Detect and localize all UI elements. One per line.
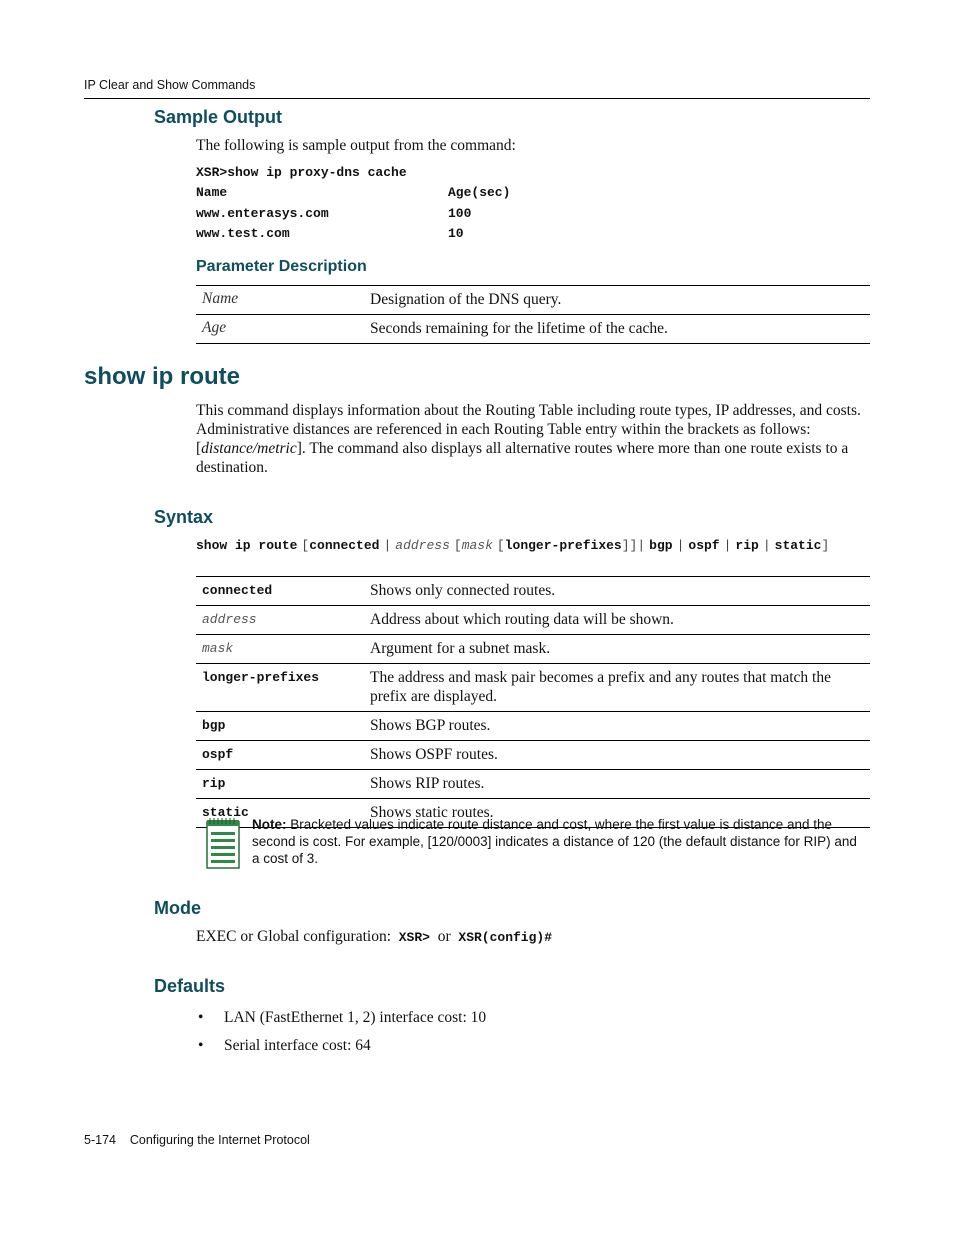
syntax-term [196, 770, 364, 799]
syntax-cmd: show ip route [196, 538, 298, 553]
syntax-desc: Shows only connected routes. [364, 577, 870, 606]
note-body: Bracketed values indicate route distance and cost, where the first value is distance and the second is cost. For example, [120/0003] indicates a distance of 120 (the default distance for RIP) and a cost of 3. [252, 817, 857, 866]
pipe: | [383, 538, 392, 553]
param-term [196, 286, 364, 315]
defaults-heading: Defaults [154, 976, 226, 996]
output-row-name: www.enterasys.com [196, 206, 329, 221]
syntax-term [196, 577, 364, 606]
table-row [196, 712, 870, 741]
syntax-line [196, 536, 870, 554]
syntax-connected: connected [309, 538, 380, 553]
bracket: [ [301, 538, 310, 553]
bracket: [ [496, 538, 505, 553]
sample-output-heading: Sample Output [154, 107, 283, 127]
syntax-desc: Shows RIP routes. [364, 770, 870, 799]
mode-prompt-exec: XSR> [398, 930, 430, 945]
pipe: | [762, 538, 771, 553]
bracket: ] [821, 538, 830, 553]
syntax-address: address [395, 538, 450, 553]
desc-part2: ]. The command also displays all alternative routes where more than one route exists to a destination. [196, 440, 849, 476]
syntax-static: static [774, 538, 822, 553]
mode-prompt-config: XSR(config)# [458, 930, 553, 945]
param-term [196, 315, 364, 344]
syntax-desc: Shows OSPF routes. [364, 741, 870, 770]
notepad-icon [204, 816, 242, 870]
syntax-term [196, 741, 364, 770]
syntax-table [196, 576, 870, 828]
syntax-heading: Syntax [154, 507, 214, 527]
bullet: • [198, 1009, 204, 1026]
syntax-term-text: bgp [202, 718, 226, 733]
command-title: show ip route [84, 363, 240, 390]
note-text [252, 816, 864, 867]
mode-text: EXEC or Global configuration: [196, 928, 391, 945]
table-row [196, 741, 870, 770]
table-row [196, 577, 870, 606]
param-desc: Seconds remaining for the lifetime of the cache. [364, 315, 870, 344]
sample-output-intro: The following is sample output from the command: [196, 137, 516, 154]
command-description [196, 401, 870, 477]
syntax-ospf: ospf [688, 538, 720, 553]
desc-part1: This command displays information about the Routing Table including route types, IP addresses, and costs. Administrative distances are referenced in each Routing Table entry within the brackets as follows: [ [196, 402, 861, 457]
pipe: | [723, 538, 732, 553]
syntax-term-text: ospf [202, 747, 234, 762]
parameter-description-heading: Parameter Description [196, 258, 367, 275]
table-row [196, 770, 870, 799]
syntax-desc: Argument for a subnet mask. [364, 635, 870, 664]
mode-heading: Mode [154, 898, 201, 918]
list-item-text: LAN (FastEthernet 1, 2) interface cost: 10 [224, 1009, 487, 1026]
bracket: ]] [621, 538, 638, 553]
running-footer: 5-174 Configuring the Internet Protocol [84, 1133, 310, 1147]
syntax-term-text: longer-prefixes [202, 670, 320, 685]
syntax-desc: Address about which routing data will be shown. [364, 606, 870, 635]
mode-line [196, 927, 552, 947]
list-item [196, 1008, 870, 1027]
syntax-term-text: mask [202, 641, 234, 656]
table-row [196, 635, 870, 664]
desc-italic: distance/metric [201, 440, 297, 457]
syntax-term [196, 664, 364, 712]
table-row [196, 315, 870, 344]
output-row-age: 10 [448, 226, 464, 241]
header-rule [84, 98, 870, 99]
output-row-age: 100 [448, 206, 472, 221]
syntax-rip: rip [735, 538, 759, 553]
syntax-bgp: bgp [649, 538, 673, 553]
syntax-term-text: connected [202, 583, 273, 598]
defaults-list [196, 1008, 870, 1064]
table-row [196, 664, 870, 712]
syntax-desc: Shows BGP routes. [364, 712, 870, 741]
output-col-age: Age(sec) [448, 185, 511, 200]
pipe: | [637, 538, 646, 553]
syntax-term [196, 635, 364, 664]
bracket: [ [453, 538, 462, 553]
syntax-term-text: rip [202, 776, 226, 791]
syntax-term [196, 606, 364, 635]
list-item [196, 1036, 870, 1055]
table-row [196, 606, 870, 635]
mode-or: or [437, 928, 451, 945]
note-label: Note: [252, 817, 287, 832]
sample-command: XSR>show ip proxy-dns cache [196, 165, 407, 180]
syntax-term-text: address [202, 612, 257, 627]
parameter-table [196, 285, 870, 344]
syntax-mask: mask [461, 538, 493, 553]
param-term-text: Age [202, 319, 227, 336]
syntax-longer-prefixes: longer-prefixes [504, 538, 622, 553]
syntax-term-text: static [202, 805, 249, 820]
pipe: | [676, 538, 685, 553]
param-desc: Designation of the DNS query. [364, 286, 870, 315]
output-row-name: www.test.com [196, 226, 290, 241]
syntax-desc: Shows static routes. [364, 799, 870, 828]
running-header: IP Clear and Show Commands [84, 78, 256, 92]
table-row [196, 286, 870, 315]
syntax-desc: The address and mask pair becomes a prefix and any routes that match the prefix are displayed. [364, 664, 870, 712]
syntax-term [196, 712, 364, 741]
list-item-text: Serial interface cost: 64 [224, 1037, 371, 1054]
bullet: • [198, 1037, 204, 1054]
param-term-text: Name [202, 290, 239, 307]
output-col-name: Name [196, 185, 228, 200]
